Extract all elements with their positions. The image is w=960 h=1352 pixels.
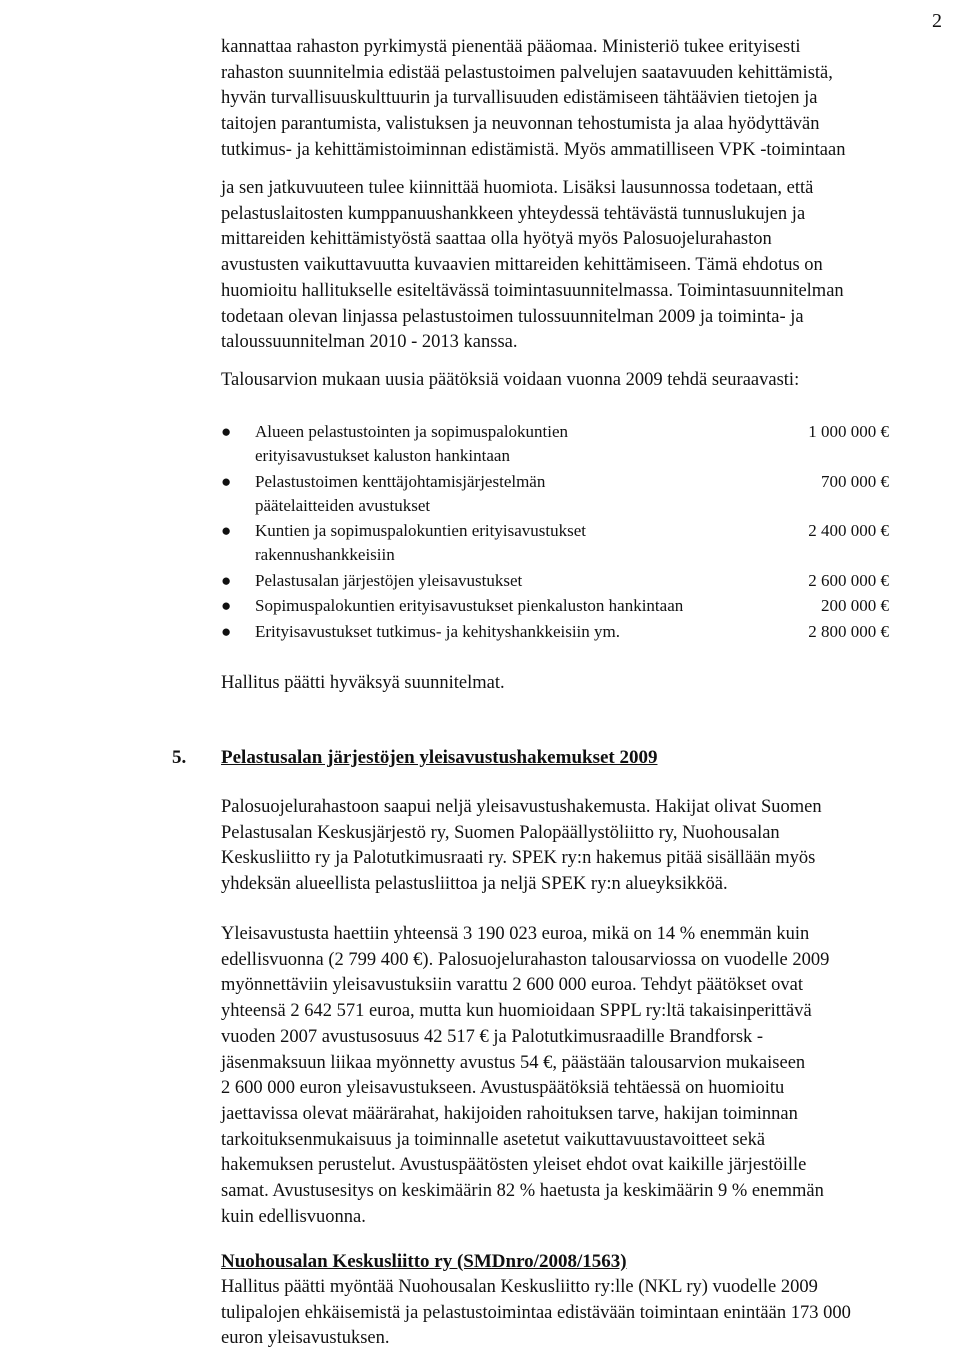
applications-paragraph xyxy=(221,795,956,898)
text-line: Pelastustoimen kenttäjohtamisjärjestelmän xyxy=(255,471,546,491)
nkl-paragraph xyxy=(221,1275,956,1352)
text-line: Erityisavustukset tutkimus- ja kehityshankkeisiin ym. xyxy=(255,621,620,641)
text-line: samat. Avustusesitys on keskimäärin 82 % haetusta ja keskimäärin 9 % enemmän xyxy=(221,1181,824,1202)
grant-item xyxy=(221,594,921,618)
text-line: rahaston suunnitelmia edistää pelastustoimen palvelujen saatavuuden kehittämistä, xyxy=(221,62,833,83)
text-line: Pelastusalan järjestöjen yleisavustukset xyxy=(255,570,523,590)
text-line: kannattaa rahaston pyrkimystä pienentää pääomaa. Ministeriö tukee erityisesti xyxy=(221,37,801,57)
text-line: Keskusliitto ry ja Palotutkimusraati ry. SPEK ry:n hakemus pitää sisällään myös xyxy=(221,848,816,869)
text-line: taitojen parantumista, valistuksen ja neuvonnan tehostumista ja alaa hyödyttävän xyxy=(221,114,820,135)
text-line: ja sen jatkuvuuteen tulee kiinnittää huomiota. Lisäksi lausunnossa todetaan, että xyxy=(221,178,814,198)
text-line: päätelaitteiden avustukset xyxy=(255,495,431,515)
text-line: rakennushankkeisiin xyxy=(255,545,395,564)
bullet-icon: ● xyxy=(221,621,232,641)
text-line: vuoden 2007 avustusosuus 42 517 € ja Palotutkimusraadille Brandforsk - xyxy=(221,1026,764,1047)
text-line: myönnettäviin yleisavustuksiin varattu 2 600 000 euroa. Tehdyt päätökset ovat xyxy=(221,975,804,996)
text-line: jäsenmaksuun liikaa myönnetty avustus 54 €, päästään talousarvion mukaiseen xyxy=(221,1052,806,1073)
grant-item xyxy=(221,470,921,518)
grant-list xyxy=(221,420,921,645)
totals-paragraph xyxy=(221,922,956,1230)
text-line: edellisvuonna (2 799 400 €). Palosuojelurahaston talousarviossa on vuodelle 2009 xyxy=(221,949,830,970)
grant-item xyxy=(221,420,921,468)
text-line: Alueen pelastustointen ja sopimuspalokuntien xyxy=(255,422,569,441)
grant-amount: 700 000 € xyxy=(821,471,889,491)
bullet-icon: ● xyxy=(221,596,232,615)
text-line: yhdeksän alueellista pelastusliittoa ja neljä SPEK ry:n alueyksikköä. xyxy=(221,874,728,895)
bullet-icon: ● xyxy=(221,422,232,441)
budget-intro: Talousarvion mukaan uusia päätöksiä voidaan vuonna 2009 tehdä seuraavasti: xyxy=(221,370,800,390)
intro-paragraph-b xyxy=(221,176,956,356)
grant-description xyxy=(255,620,775,644)
text-line: huomioitu hallitukselle esiteltävässä toimintasuunnitelmassa. Toimintasuunnitelman xyxy=(221,280,844,301)
text-line: hyvän turvallisuuskulttuurin ja turvallisuuden edistämiseen tähtäävien tietojen ja xyxy=(221,88,818,109)
text-line: kuin edellisvuonna. xyxy=(221,1206,366,1227)
text-line: Hallitus päätti myöntää Nuohousalan Keskusliitto ry:lle (NKL ry) vuodelle 2009 xyxy=(221,1277,818,1297)
text-line: yhteensä 2 642 571 euroa, mutta kun huomioidaan SPPL ry:ltä takaisinperittävä xyxy=(221,1001,812,1022)
section-title: Pelastusalan järjestöjen yleisavustushakemukset 2009 xyxy=(221,747,658,768)
grant-description xyxy=(255,519,775,567)
grant-amount: 2 400 000 € xyxy=(808,521,889,540)
text-line: mittareiden kehittämistyöstä saattaa olla hyötyä myös Palosuojelurahaston xyxy=(221,229,772,250)
text-line: Pelastusalan Keskusjärjestö ry, Suomen Palopäällystöliitto ry, Nuohousalan xyxy=(221,822,780,843)
grant-amount: 200 000 € xyxy=(821,596,889,615)
bullet-icon: ● xyxy=(221,521,232,540)
text-line: tutkimus- ja kehittämistoiminnan edistämistä. Myös ammatilliseen VPK -toimintaan xyxy=(221,139,846,160)
text-line: taloussuunnitelman 2010 - 2013 kanssa. xyxy=(221,332,518,353)
text-line: Yleisavustusta haettiin yhteensä 3 190 023 euroa, mikä on 14 % enemmän kuin xyxy=(221,924,810,944)
text-line: Sopimuspalokuntien erityisavustukset pienkaluston hankintaan xyxy=(255,596,684,615)
intro-paragraph-a xyxy=(221,35,956,164)
text-line: tarkoituksenmukaisuus ja toiminnalle asetetut vaikuttavuustavoitteet sekä xyxy=(221,1129,766,1150)
grant-item xyxy=(221,519,921,567)
text-line: hakemuksen perustelut. Avustuspäätösten yleiset ehdot ovat kaikille järjestöille xyxy=(221,1155,807,1176)
grant-description xyxy=(255,470,775,518)
text-line: todetaan olevan linjassa pelastustoimen tulossuunnitelman 2009 ja toiminta- ja xyxy=(221,306,804,327)
grant-description xyxy=(255,420,775,468)
bullet-icon: ● xyxy=(221,471,232,491)
bullet-icon: ● xyxy=(221,570,232,590)
text-line: tulipalojen ehkäisemistä ja pelastustoimintaa edistävään toimintaan enintään 173 000 xyxy=(221,1302,851,1323)
grant-amount: 1 000 000 € xyxy=(808,422,889,441)
nkl-heading: Nuohousalan Keskusliitto ry (SMDnro/2008/1563) xyxy=(221,1251,627,1272)
grant-description xyxy=(255,569,775,593)
grant-amount: 2 600 000 € xyxy=(808,570,889,590)
text-line: Palosuojelurahastoon saapui neljä yleisavustushakemusta. Hakijat olivat Suomen xyxy=(221,797,822,817)
text-line: euron yleisavustuksen. xyxy=(221,1328,390,1349)
grant-description xyxy=(255,594,775,618)
grant-item xyxy=(221,569,921,593)
text-line: 2 600 000 euron yleisavustukseen. Avustuspäätöksiä tehtäessä on huomioitu xyxy=(221,1078,785,1099)
page-number: 2 xyxy=(932,10,942,32)
text-line: avustusten vaikuttavuutta kuvaavien mittareiden kehittämiseen. Tämä ehdotus on xyxy=(221,255,823,276)
grant-item xyxy=(221,620,921,644)
grant-amount: 2 800 000 € xyxy=(808,621,889,641)
decision-text: Hallitus päätti hyväksyä suunnitelmat. xyxy=(221,673,505,693)
text-line: pelastuslaitosten kumppanuushankkeen yhteydessä tehtävästä tunnuslukujen ja xyxy=(221,203,806,224)
text-line: jaettavissa olevat määrärahat, hakijoiden rahoituksen tarve, hakijan toiminnan xyxy=(221,1103,798,1124)
text-line: erityisavustukset kaluston hankintaan xyxy=(255,446,510,465)
section-number: 5. xyxy=(172,747,187,768)
text-line: Kuntien ja sopimuspalokuntien erityisavustukset xyxy=(255,521,586,540)
